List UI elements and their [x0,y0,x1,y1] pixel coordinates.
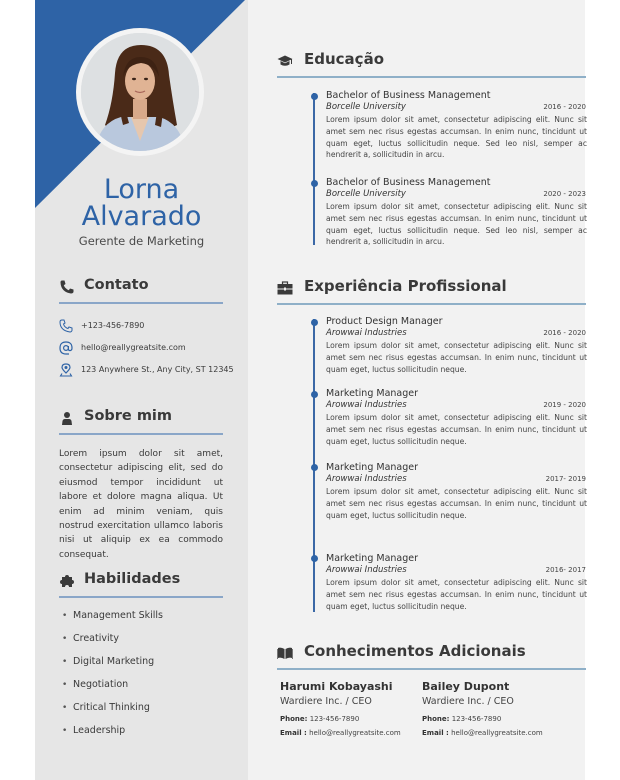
entry-years: 2016- 2017 [545,566,586,574]
timeline-dot [311,93,318,100]
experience-divider [277,303,586,305]
education-entry [326,90,587,161]
main-content [248,0,585,780]
profile-photo-frame [76,28,204,156]
entry-years: 2016 - 2020 [543,329,586,337]
sidebar [35,0,248,780]
entry-years: 2016 - 2020 [543,103,586,111]
timeline-dot [311,391,318,398]
experience-entry [326,388,587,447]
entry-years: 2019 - 2020 [543,401,586,409]
at-sign-icon [59,340,73,354]
reference-phone: Phone: 123-456-7890 [422,715,502,723]
skill-item: • Critical Thinking [62,702,150,713]
reference-card [422,680,572,738]
phone-icon [59,279,75,295]
briefcase-icon [277,280,293,296]
experience-entry [326,462,587,521]
entry-description: Lorem ipsum dolor sit amet, consectetur adipiscing elit. Nunc sit amet sem nec risus egestas accumsan. In enim nunc, tincidunt ut quam eget, luctus sollicitudin neque. [326,487,587,520]
phone-icon [59,318,73,332]
entry-description: Lorem ipsum dolor sit amet, consectetur adipiscing elit. Nunc sit amet sem nec risus egestas accumsan. In enim nunc, tincidunt ut quam eget, luctus sollicitudin neque. [326,341,587,374]
entry-title: Marketing Manager [326,388,419,399]
entry-org: Borcelle University [326,189,406,199]
experience-title: Experiência Profissional [304,277,507,295]
entry-org: Arowwai Industries [326,328,407,338]
entry-title: Product Design Manager [326,316,443,327]
skill-item: • Digital Marketing [62,656,155,667]
contact-email-text: hello@reallygreatsite.com [81,342,186,352]
person-icon [59,410,75,426]
skill-item: • Leadership [62,725,126,736]
timeline-dot [311,555,318,562]
experience-entry [326,553,587,612]
education-title: Educação [304,50,384,68]
entry-org: Arowwai Industries [326,400,407,410]
timeline-dot [311,464,318,471]
references-title: Conhecimentos Adicionais [304,642,526,660]
last-name: Alvarado [81,201,202,232]
profile-photo [81,33,199,151]
timeline-dot [311,180,318,187]
education-divider [277,76,586,78]
references-divider [277,668,586,670]
entry-org: Borcelle University [326,102,406,112]
entry-years: 2020 - 2023 [543,190,586,198]
contact-address-text: 123 Anywhere St., Any City, ST 12345 [81,364,234,374]
skills-list [62,609,163,747]
skill-item: • Management Skills [62,610,163,621]
skill-item: • Negotiation [62,679,129,690]
contact-email[interactable] [59,339,186,355]
reference-email[interactable]: Email : hello@reallygreatsite.com [422,729,543,737]
reference-name: Harumi Kobayashi [280,680,393,693]
education-entry [326,177,587,248]
entry-title: Bachelor of Business Management [326,177,491,188]
entry-description: Lorem ipsum dolor sit amet, consectetur adipiscing elit. Nunc sit amet sem nec risus egestas accumsan. In enim nunc, tincidunt ut quam eget, luctus sollicitudin neque. [326,413,587,446]
about-title: Sobre mim [84,408,173,424]
experience-entry [326,316,587,375]
contact-divider [59,302,223,304]
first-name: Lorna [103,174,180,205]
entry-description: Lorem ipsum dolor sit amet, consectetur adipiscing elit. Nunc sit amet sem nec risus egestas accumsan. In enim nunc, tincidunt ut quam eget, luctus sollicitudin neque. [326,578,587,611]
reference-company: Wardiere Inc. / CEO [280,696,372,707]
job-role: Gerente de Marketing [78,234,205,248]
puzzle-icon [59,573,75,589]
entry-title: Bachelor of Business Management [326,90,491,101]
location-pin-icon [59,362,73,376]
entry-description: Lorem ipsum dolor sit amet, consectetur adipiscing elit. Nunc sit amet sem nec risus egestas accumsan. In enim nunc, tincidunt ut quam eget, luctus sollicitudin neque. Sed leo nisl, semper ac hendrerit a, sollicitudin in arcu. [326,202,587,247]
contact-address[interactable] [59,361,234,377]
open-book-icon [277,645,293,661]
reference-phone: Phone: 123-456-7890 [280,715,360,723]
entry-org: Arowwai Industries [326,565,407,575]
education-timeline [313,93,315,245]
reference-name: Bailey Dupont [422,680,510,693]
skills-title: Habilidades [84,571,181,587]
resume-page [35,0,585,780]
reference-email[interactable]: Email : hello@reallygreatsite.com [280,729,401,737]
about-divider [59,433,223,435]
about-text: Lorem ipsum dolor sit amet, consectetur adipiscing elit, sed do eiusmod tempor incididunt ut labore et dolore magna aliqua. Ut enim ad minim veniam, quis nostrud exercitation ullamco laboris nisi ut aliquip ex ea commodo consequat. [59,449,223,560]
skills-divider [59,596,223,598]
reference-card [280,680,430,738]
reference-company: Wardiere Inc. / CEO [422,696,514,707]
entry-title: Marketing Manager [326,462,419,473]
contact-title: Contato [84,277,149,293]
contact-phone[interactable] [59,317,144,333]
skill-item: • Creativity [62,633,119,644]
entry-title: Marketing Manager [326,553,419,564]
entry-years: 2017- 2019 [545,475,586,483]
entry-description: Lorem ipsum dolor sit amet, consectetur adipiscing elit. Nunc sit amet sem nec risus egestas accumsan. In enim nunc, tincidunt ut quam eget, luctus sollicitudin neque. Sed leo nisl, semper ac hendrerit a, sollicitudin in arcu. [326,115,587,160]
graduation-cap-icon [277,53,293,69]
contact-phone-text: +123-456-7890 [81,320,145,330]
timeline-dot [311,319,318,326]
entry-org: Arowwai Industries [326,474,407,484]
